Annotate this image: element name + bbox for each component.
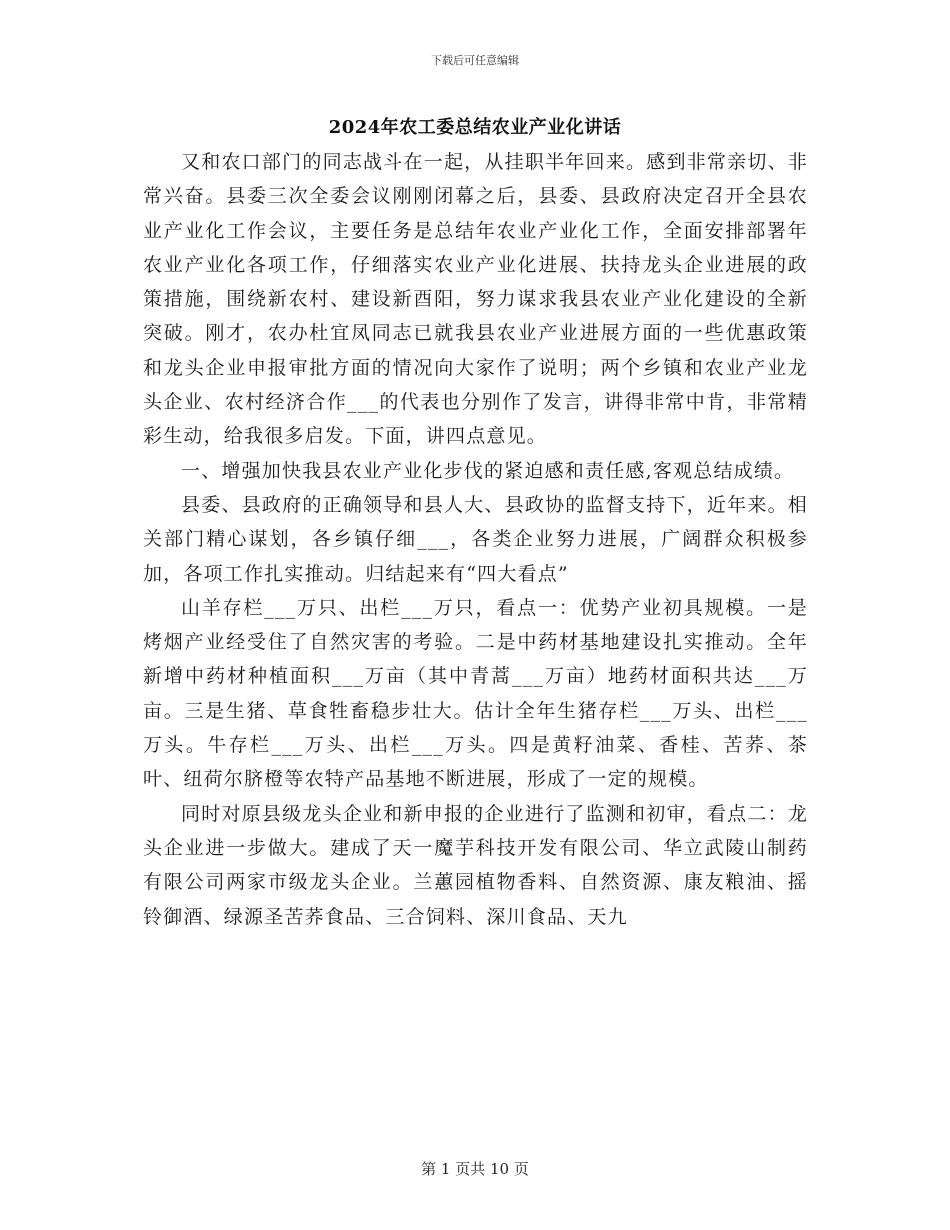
- paragraph-section-heading: 一、增强加快我县农业产业化步伐的紧迫感和责任感,客观总结成绩。: [181, 459, 795, 482]
- paragraph-highlight-two: 同时对原县级龙头企业和新申报的企业进行了监测和初审，看点二：龙头企业进一步做大。建成了天一魔芋科技开发有限公司、华立武陵山制药有限公司两家市级龙头企业。兰蕙园植物香料、自然资源、康友粮油、摇铃御酒、绿源圣苦荞食品、三合饲料、深川食品、天九: [143, 802, 808, 928]
- page-number-footer: 第 1 页共 10 页: [421, 1160, 529, 1178]
- document-title: 2024年农工委总结农业产业化讲话: [328, 117, 622, 138]
- header-note: 下载后可任意编辑: [431, 54, 519, 67]
- document-body: [143, 145, 808, 934]
- paragraph-intro: 又和农口部门的同志战斗在一起，从挂职半年回来。感到非常亲切、非常兴奋。县委三次全委会议刚刚闭幕之后，县委、县政府决定召开全县农业产业化工作会议，主要任务是总结年农业产业化工作，全面安排部署年农业产业化各项工作，仔细落实农业产业化进展、扶持龙头企业进展的政策措施，围绕新农村、建设新酉阳，努力谋求我县农业产业化建设的全新突破。刚才，农办杜宜凤同志已就我县农业产业进展方面的一些优惠政策和龙头企业申报审批方面的情况向大家作了说明；两个乡镇和农业产业龙头企业、农村经济合作___的代表也分别作了发言，讲得非常中肯，非常精彩生动，给我很多启发。下面，讲四点意见。: [143, 151, 808, 448]
- paragraph-achievements: 县委、县政府的正确领导和县人大、县政协的监督支持下，近年来。相关部门精心谋划，各乡镇仔细___，各类企业努力进展，广阔群众积极参加，各项工作扎实推动。归结起来有“四大看点”: [143, 493, 808, 585]
- paragraph-highlight-one: 山羊存栏___万只、出栏___万只，看点一：优势产业初具规模。一是烤烟产业经受住了自然灾害的考验。二是中药材基地建设扎实推动。全年新增中药材种植面积___万亩（其中青蒿___万亩）地药材面积共达___万亩。三是生猪、草食牲畜稳步壮大。估计全年生猪存栏___万头、出栏___万头。牛存栏___万头、出栏___万头。四是黄籽油菜、香桂、苦荞、茶叶、纽荷尔脐橙等农特产品基地不断进展，形成了一定的规模。: [143, 596, 808, 791]
